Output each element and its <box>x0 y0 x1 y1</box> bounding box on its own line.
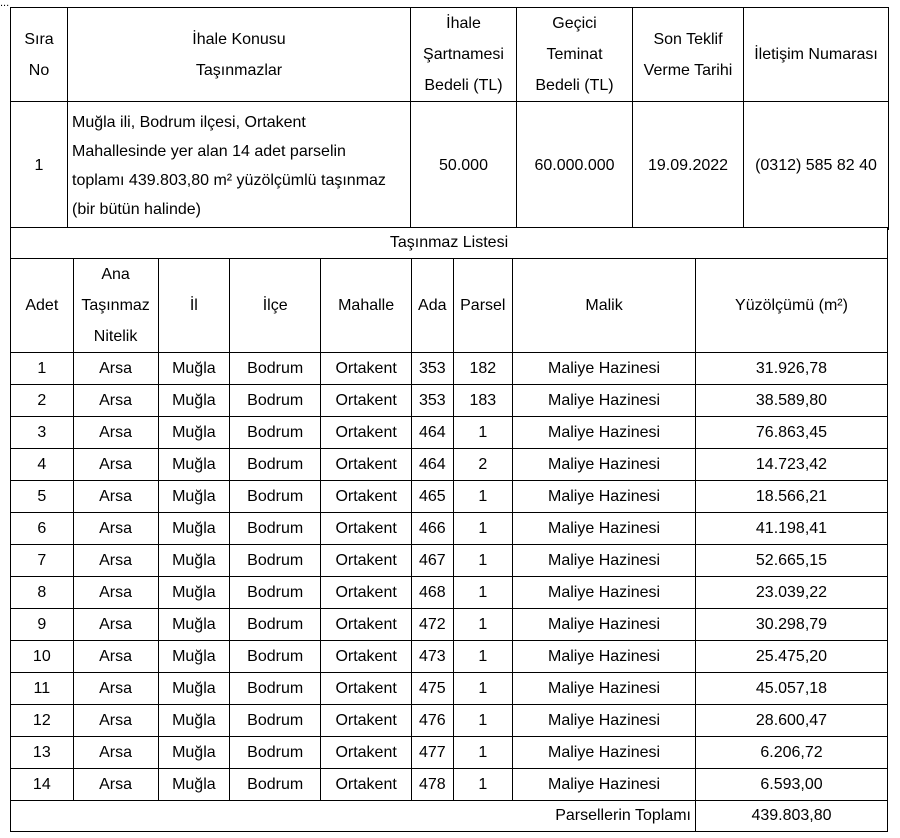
cell-ilce: Bodrum <box>230 449 321 481</box>
clipped-top-text: ... <box>0 0 10 7</box>
table-row <box>11 545 888 577</box>
cell-ada: 467 <box>412 545 453 577</box>
auction-son-teklif-tarihi: 19.09.2022 <box>633 102 744 230</box>
cell-il: Muğla <box>158 417 230 449</box>
cell-nitelik: Arsa <box>73 769 158 801</box>
cell-yuzolcumu: 14.723,42 <box>695 449 887 481</box>
cell-nitelik: Arsa <box>73 481 158 513</box>
cell-adet: 11 <box>11 673 74 705</box>
cell-ilce: Bodrum <box>230 737 321 769</box>
cell-nitelik: Arsa <box>73 737 158 769</box>
cell-yuzolcumu: 41.198,41 <box>695 513 887 545</box>
col-header-nitelik: Ana Taşınmaz Nitelik <box>73 259 158 353</box>
cell-parsel: 1 <box>453 641 513 673</box>
cell-malik: Maliye Hazinesi <box>513 641 696 673</box>
cell-adet: 13 <box>11 737 74 769</box>
cell-ada: 472 <box>412 609 453 641</box>
cell-ada: 476 <box>412 705 453 737</box>
cell-malik: Maliye Hazinesi <box>513 481 696 513</box>
cell-malik: Maliye Hazinesi <box>513 577 696 609</box>
cell-yuzolcumu: 25.475,20 <box>695 641 887 673</box>
cell-adet: 2 <box>11 385 74 417</box>
cell-parsel: 1 <box>453 481 513 513</box>
cell-mahalle: Ortakent <box>321 481 412 513</box>
cell-malik: Maliye Hazinesi <box>513 353 696 385</box>
list-title: Taşınmaz Listesi <box>11 228 888 259</box>
cell-il: Muğla <box>158 673 230 705</box>
cell-yuzolcumu: 6.593,00 <box>695 769 887 801</box>
cell-mahalle: Ortakent <box>321 705 412 737</box>
cell-ilce: Bodrum <box>230 513 321 545</box>
cell-ilce: Bodrum <box>230 769 321 801</box>
cell-ada: 468 <box>412 577 453 609</box>
table-row <box>11 737 888 769</box>
cell-ilce: Bodrum <box>230 641 321 673</box>
cell-adet: 5 <box>11 481 74 513</box>
cell-il: Muğla <box>158 705 230 737</box>
list-header-row <box>11 259 888 353</box>
cell-il: Muğla <box>158 609 230 641</box>
cell-malik: Maliye Hazinesi <box>513 705 696 737</box>
cell-yuzolcumu: 23.039,22 <box>695 577 887 609</box>
cell-ada: 478 <box>412 769 453 801</box>
header-ihale-konusu: İhale Konusu Taşınmazlar <box>68 8 411 102</box>
cell-malik: Maliye Hazinesi <box>513 449 696 481</box>
cell-parsel: 182 <box>453 353 513 385</box>
cell-adet: 7 <box>11 545 74 577</box>
cell-il: Muğla <box>158 481 230 513</box>
cell-il: Muğla <box>158 513 230 545</box>
table-row <box>11 609 888 641</box>
cell-yuzolcumu: 45.057,18 <box>695 673 887 705</box>
cell-ada: 477 <box>412 737 453 769</box>
cell-ilce: Bodrum <box>230 545 321 577</box>
cell-nitelik: Arsa <box>73 513 158 545</box>
cell-mahalle: Ortakent <box>321 737 412 769</box>
header-son-teklif: Son Teklif Verme Tarihi <box>633 8 744 102</box>
cell-ilce: Bodrum <box>230 353 321 385</box>
cell-adet: 14 <box>11 769 74 801</box>
cell-ilce: Bodrum <box>230 481 321 513</box>
cell-malik: Maliye Hazinesi <box>513 385 696 417</box>
auction-description: Muğla ili, Bodrum ilçesi, Ortakent Mahallesinde yer alan 14 adet parselin toplamı 439.803,80 m² yüzölçümlü taşınmaz (bir bütün halinde) <box>68 102 411 230</box>
cell-malik: Maliye Hazinesi <box>513 417 696 449</box>
cell-ada: 464 <box>412 417 453 449</box>
cell-parsel: 1 <box>453 545 513 577</box>
cell-nitelik: Arsa <box>73 577 158 609</box>
cell-parsel: 1 <box>453 737 513 769</box>
cell-nitelik: Arsa <box>73 385 158 417</box>
cell-il: Muğla <box>158 577 230 609</box>
total-label: Parsellerin Toplamı <box>11 801 696 832</box>
table-row <box>11 577 888 609</box>
cell-mahalle: Ortakent <box>321 449 412 481</box>
header-iletisim: İletişim Numarası <box>744 8 889 102</box>
auction-sira: 1 <box>11 102 68 230</box>
cell-il: Muğla <box>158 769 230 801</box>
col-header-malik: Malik <box>513 259 696 353</box>
cell-ilce: Bodrum <box>230 385 321 417</box>
cell-ilce: Bodrum <box>230 609 321 641</box>
table-row <box>11 417 888 449</box>
col-header-ada: Ada <box>412 259 453 353</box>
cell-adet: 10 <box>11 641 74 673</box>
cell-parsel: 1 <box>453 769 513 801</box>
auction-sartname-bedeli: 50.000 <box>411 102 517 230</box>
table-row <box>11 705 888 737</box>
table-row <box>11 673 888 705</box>
cell-ada: 475 <box>412 673 453 705</box>
cell-mahalle: Ortakent <box>321 545 412 577</box>
cell-mahalle: Ortakent <box>321 577 412 609</box>
cell-malik: Maliye Hazinesi <box>513 769 696 801</box>
cell-ilce: Bodrum <box>230 673 321 705</box>
cell-parsel: 1 <box>453 705 513 737</box>
cell-adet: 1 <box>11 353 74 385</box>
cell-mahalle: Ortakent <box>321 513 412 545</box>
table-row <box>11 449 888 481</box>
cell-mahalle: Ortakent <box>321 641 412 673</box>
cell-yuzolcumu: 38.589,80 <box>695 385 887 417</box>
table-row <box>11 513 888 545</box>
cell-mahalle: Ortakent <box>321 417 412 449</box>
header-teminat-bedeli: Geçici Teminat Bedeli (TL) <box>517 8 633 102</box>
table-row <box>11 641 888 673</box>
cell-nitelik: Arsa <box>73 545 158 577</box>
cell-parsel: 1 <box>453 513 513 545</box>
col-header-ilce: İlçe <box>230 259 321 353</box>
cell-mahalle: Ortakent <box>321 769 412 801</box>
cell-adet: 8 <box>11 577 74 609</box>
col-header-parsel: Parsel <box>453 259 513 353</box>
cell-parsel: 1 <box>453 577 513 609</box>
cell-yuzolcumu: 76.863,45 <box>695 417 887 449</box>
cell-il: Muğla <box>158 545 230 577</box>
cell-ada: 466 <box>412 513 453 545</box>
header-sartname-bedeli: İhale Şartnamesi Bedeli (TL) <box>411 8 517 102</box>
cell-parsel: 183 <box>453 385 513 417</box>
cell-il: Muğla <box>158 353 230 385</box>
property-list-table <box>10 227 888 832</box>
col-header-yuzolcumu: Yüzölçümü (m²) <box>695 259 887 353</box>
cell-nitelik: Arsa <box>73 705 158 737</box>
cell-malik: Maliye Hazinesi <box>513 673 696 705</box>
cell-mahalle: Ortakent <box>321 353 412 385</box>
cell-malik: Maliye Hazinesi <box>513 609 696 641</box>
col-header-mahalle: Mahalle <box>321 259 412 353</box>
table-row <box>11 385 888 417</box>
total-row <box>11 801 888 832</box>
cell-ada: 464 <box>412 449 453 481</box>
auction-iletisim-no: (0312) 585 82 40 <box>744 102 889 230</box>
cell-yuzolcumu: 31.926,78 <box>695 353 887 385</box>
cell-yuzolcumu: 18.566,21 <box>695 481 887 513</box>
cell-il: Muğla <box>158 385 230 417</box>
cell-parsel: 1 <box>453 673 513 705</box>
cell-nitelik: Arsa <box>73 417 158 449</box>
cell-yuzolcumu: 28.600,47 <box>695 705 887 737</box>
cell-adet: 3 <box>11 417 74 449</box>
cell-nitelik: Arsa <box>73 353 158 385</box>
cell-ada: 465 <box>412 481 453 513</box>
cell-adet: 9 <box>11 609 74 641</box>
list-title-row <box>11 228 888 259</box>
auction-table <box>10 7 889 230</box>
cell-malik: Maliye Hazinesi <box>513 737 696 769</box>
cell-il: Muğla <box>158 641 230 673</box>
cell-ilce: Bodrum <box>230 417 321 449</box>
cell-yuzolcumu: 30.298,79 <box>695 609 887 641</box>
cell-malik: Maliye Hazinesi <box>513 513 696 545</box>
col-header-adet: Adet <box>11 259 74 353</box>
table-row <box>11 481 888 513</box>
cell-ilce: Bodrum <box>230 705 321 737</box>
cell-ada: 353 <box>412 385 453 417</box>
col-header-il: İl <box>158 259 230 353</box>
auction-teminat-bedeli: 60.000.000 <box>517 102 633 230</box>
header-sira-no: Sıra No <box>11 8 68 102</box>
auction-row <box>11 102 889 230</box>
cell-nitelik: Arsa <box>73 609 158 641</box>
cell-adet: 6 <box>11 513 74 545</box>
cell-ada: 353 <box>412 353 453 385</box>
cell-parsel: 1 <box>453 609 513 641</box>
cell-nitelik: Arsa <box>73 673 158 705</box>
cell-parsel: 1 <box>453 417 513 449</box>
total-value: 439.803,80 <box>695 801 887 832</box>
cell-nitelik: Arsa <box>73 449 158 481</box>
cell-malik: Maliye Hazinesi <box>513 545 696 577</box>
table-row <box>11 769 888 801</box>
cell-mahalle: Ortakent <box>321 673 412 705</box>
cell-parsel: 2 <box>453 449 513 481</box>
cell-ada: 473 <box>412 641 453 673</box>
cell-mahalle: Ortakent <box>321 385 412 417</box>
table-row <box>11 353 888 385</box>
cell-nitelik: Arsa <box>73 641 158 673</box>
cell-il: Muğla <box>158 737 230 769</box>
cell-il: Muğla <box>158 449 230 481</box>
cell-adet: 12 <box>11 705 74 737</box>
cell-mahalle: Ortakent <box>321 609 412 641</box>
cell-yuzolcumu: 6.206,72 <box>695 737 887 769</box>
auction-header-row <box>11 8 889 102</box>
cell-yuzolcumu: 52.665,15 <box>695 545 887 577</box>
cell-ilce: Bodrum <box>230 577 321 609</box>
cell-adet: 4 <box>11 449 74 481</box>
